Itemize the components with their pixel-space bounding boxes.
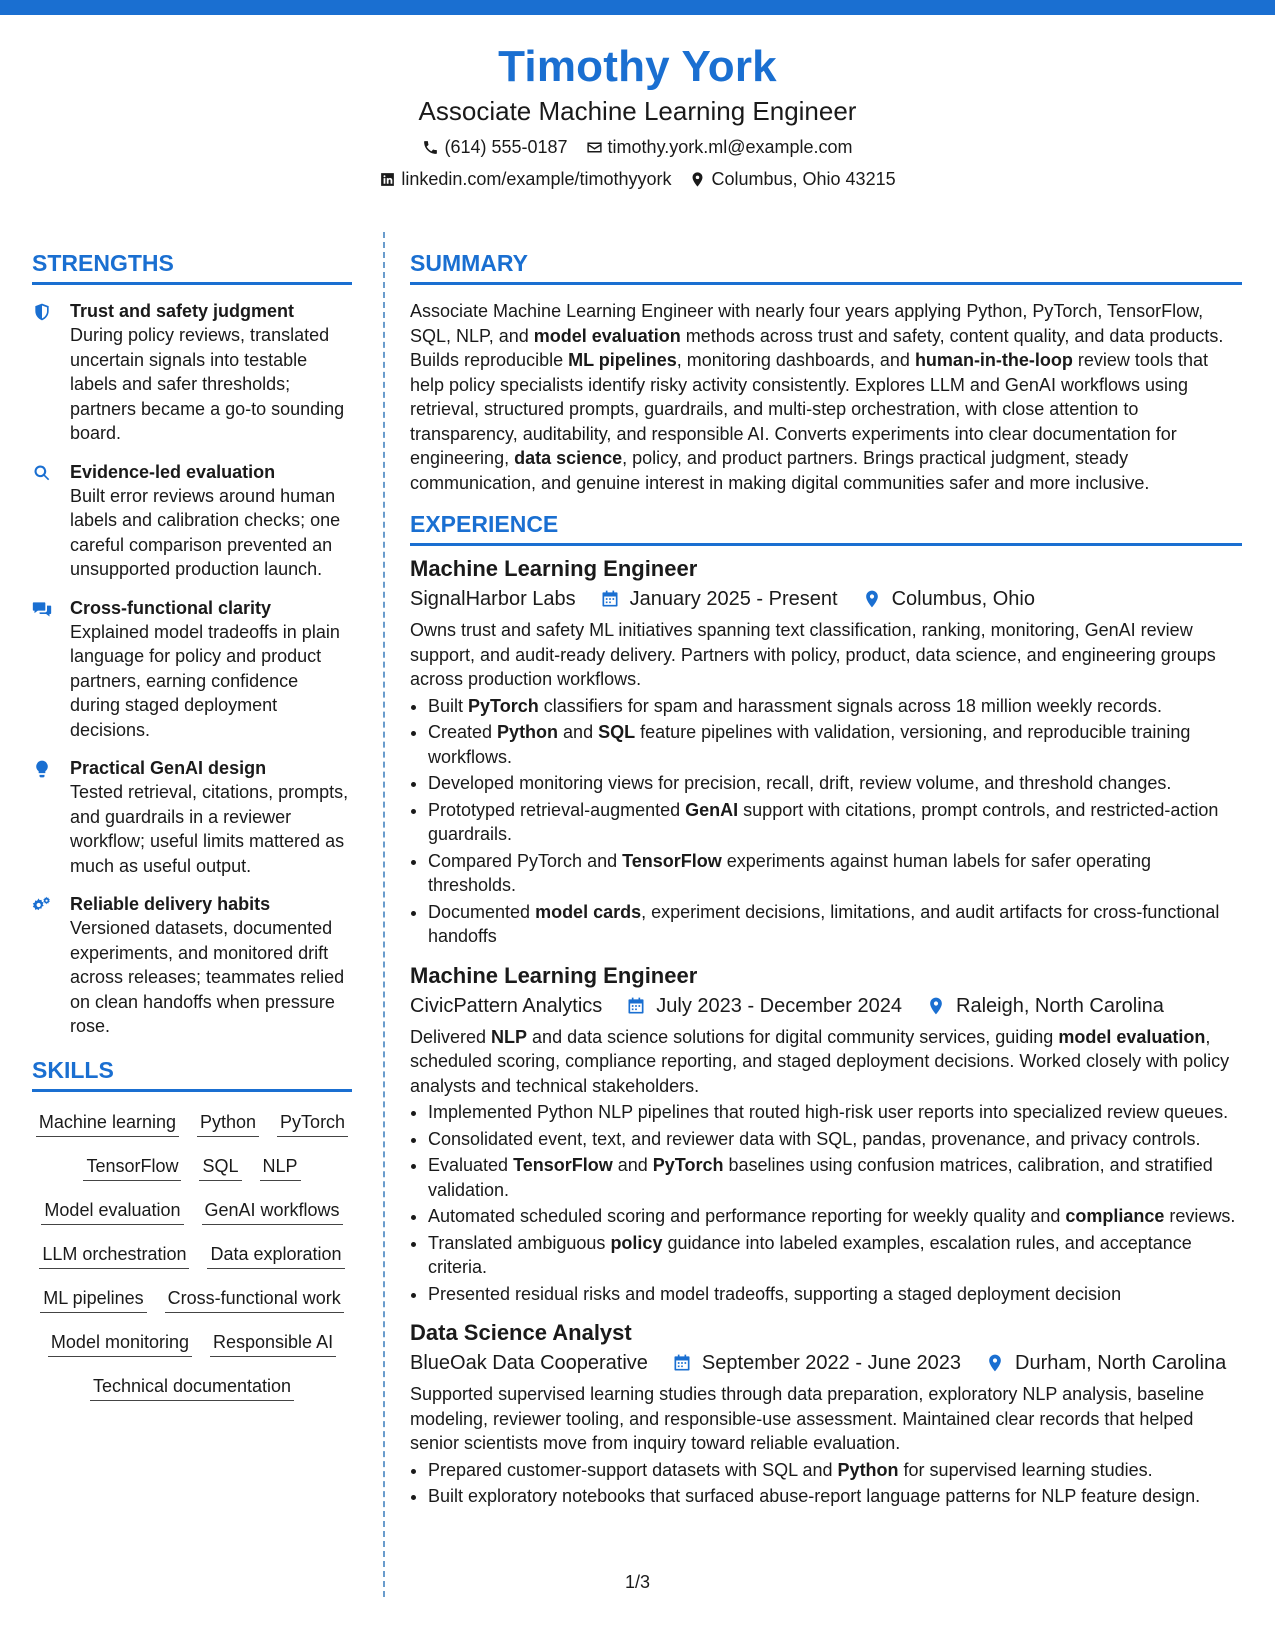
job-title: Data Science Analyst [410,1320,632,1345]
text-run: reviews. [1164,1206,1236,1226]
location-contact [689,166,895,192]
skill-tag: NLP [260,1154,301,1181]
bold-keyword: Python [497,722,559,742]
text-run: , scheduled scoring, compliance reporting, and staged deployment decisions. Worked closely with policy analysts and technical stakeholders. [410,1026,1230,1096]
company-name: SignalHarbor Labs [410,588,576,610]
text-run: classifiers for spam and harassment signals across 18 million weekly records. [538,695,1162,716]
strength-description: Tested retrieval, citations, prompts, and guardrails in a reviewer workflow; useful limits mattered as much as useful output. [70,782,349,876]
text-run: Translated ambiguous [428,1232,611,1253]
strength-description: Versioned datasets, documented experiments, and monitored drift across releases; teammates relied on clean handoffs when pressure rose. [70,918,345,1036]
gears-icon [32,895,52,915]
bullet-item [428,1458,1242,1483]
strength-description: Built error reviews around human labels and calibration checks; one careful comparison prevented an unsupported production launch. [70,485,341,579]
bullet-item [428,900,1242,949]
job-dates: July 2023 - December 2024 [656,994,902,1017]
calendar-icon [600,589,620,609]
text-run: Consolidated event, text, and reviewer data with SQL, pandas, provenance, and privacy controls. [428,1128,1201,1149]
skill-tag: LLM orchestration [39,1242,189,1269]
phone-text: (614) 555-0187 [444,137,568,157]
skill-tag: Data exploration [207,1242,344,1269]
skill-tag: TensorFlow [83,1154,181,1181]
job-bullets [410,1100,1242,1306]
text-run: Developed monitoring views for precision, recall, drift, review volume, and threshold changes. [428,773,1172,793]
job-title-headline: Associate Machine Learning Engineer [418,96,857,126]
bullet-item [428,1484,1242,1509]
bold-keyword: model cards [535,901,642,922]
bold-keyword: ML pipelines [568,350,677,370]
strength-title: Trust and safety judgment [70,301,295,321]
skill-tag: GenAI workflows [202,1198,343,1225]
text-run: review tools that help policy specialists identify risky activity consistently. Explores LLM and GenAI workflows using retrieval, structured prompts, guardrails, and multi-step orchestration, with close attention to transparency, auditability, and responsible AI. Converts experiments into clear documentation for engineering, [410,350,1208,468]
left-column [32,248,352,1405]
skill-tag: PyTorch [277,1110,348,1137]
strength-description: During policy reviews, translated uncertain signals into testable labels and safer thresholds; partners became a go-to sounding board. [70,325,345,443]
text-run: Documented [428,901,536,922]
text-run: , experiment decisions, limitations, and audit artifacts for cross-functional handoffs [428,901,1220,946]
lightbulb-icon [32,759,52,779]
skills-list [32,1106,352,1405]
skill-tag: ML pipelines [40,1286,146,1313]
job-description [410,1025,1242,1099]
strength-item [32,460,352,582]
text-run: baselines using confusion matrices, calibration, and stratified validation. [428,1155,1213,1200]
text-run: Delivered [410,1026,492,1047]
bullet-item [428,849,1242,898]
bullet-item [428,1282,1242,1307]
envelope-icon [586,139,603,156]
bullet-item [428,771,1242,796]
strength-item [32,892,352,1039]
strengths-heading: STRENGTHS [32,250,174,276]
job-meta [410,991,1242,1021]
text-run: experiments against human labels for safer operating thresholds. [428,850,1152,895]
bold-keyword: NLP [491,1026,528,1047]
text-run: Compared PyTorch and [428,850,623,871]
map-pin-icon [926,996,946,1016]
text-run: Prepared customer-support datasets with SQL and [428,1459,838,1480]
text-run: Built [428,695,469,716]
shield-icon [32,302,52,322]
phone-contact[interactable] [422,134,567,160]
strength-item [32,756,352,878]
skill-tag: Model evaluation [41,1198,183,1225]
text-run: guidance into labeled examples, escalation rules, and acceptance criteria. [428,1232,1192,1277]
bold-keyword: model evaluation [533,325,681,346]
bullet-item [428,1204,1242,1229]
linkedin-text: linkedin.com/example/timothyyork [401,169,672,189]
strength-title: Reliable delivery habits [70,894,271,914]
job-title: Machine Learning Engineer [410,962,698,988]
text-run: Evaluated [428,1155,514,1175]
bold-keyword: SQL [598,722,636,742]
contact-row-2 [0,166,1275,192]
text-run: and [558,722,599,742]
text-run: Presented residual risks and model tradeoffs, supporting a staged deployment decision [428,1283,1122,1304]
strength-item [32,299,352,446]
skill-tag: Technical documentation [90,1374,294,1401]
page-number: 1/3 [624,1572,651,1592]
bold-keyword: policy [610,1232,663,1253]
map-pin-icon [985,1353,1005,1373]
bullet-item [428,1153,1242,1202]
text-run: Automated scheduled scoring and performance reporting for weekly quality and [428,1206,1066,1226]
calendar-icon [626,996,646,1016]
bullet-item [428,1231,1242,1280]
map-pin-icon [862,589,882,609]
location-text: Columbus, Ohio 43215 [711,169,896,189]
bullet-item [428,720,1242,769]
contact-row-1 [0,134,1275,160]
email-contact[interactable] [586,134,853,160]
strength-title: Cross-functional clarity [70,597,272,618]
job-location: Raleigh, North Carolina [956,994,1164,1017]
experience-heading: EXPERIENCE [410,511,559,537]
bold-keyword: PyTorch [652,1155,724,1175]
bold-keyword: data science [514,448,623,468]
skills-rule [32,1089,352,1092]
skill-tag: Cross-functional work [165,1286,344,1313]
text-run: Associate Machine Learning Engineer with nearly four years applying Python, PyTorch, TensorFlow, SQL, NLP, and [410,301,1204,346]
job-entry [410,554,1242,949]
text-run: Supported supervised learning studies through data preparation, exploratory NLP analysis, baseline modeling, reviewer tooling, and responsible-use assessment. Maintained clear records that helped senior scientists move from inquiry toward reliable evaluation. [410,1384,1205,1453]
text-run: , policy, and product partners. Brings practical judgment, steady communication, and genuine interest in making digital communities safer and more inclusive. [410,448,1150,493]
job-entry [410,961,1242,1307]
candidate-name: Timothy York [498,42,777,91]
text-run: feature pipelines with validation, versioning, and reproducible training workflows. [428,722,1191,767]
job-bullets [410,694,1242,949]
text-run: Built exploratory notebooks that surfaced abuse-report language patterns for NLP feature design. [428,1486,1201,1506]
text-run: Prototyped retrieval-augmented [428,799,686,820]
skills-heading: SKILLS [32,1056,114,1083]
bold-keyword: TensorFlow [622,850,722,871]
skill-tag: Machine learning [36,1110,179,1137]
bold-keyword: model evaluation [1058,1026,1206,1047]
text-run: and [612,1155,653,1175]
job-description [410,1382,1242,1456]
comments-icon [32,599,52,619]
strengths-rule [32,282,352,285]
linkedin-icon [379,171,396,188]
experience-list [410,554,1242,1509]
bullet-item [428,1100,1242,1125]
text-run: Owns trust and safety ML initiatives spanning text classification, ranking, monitoring, GenAI review support, and audit-ready delivery. Partners with policy, product, data science, and engineering groups across production workflows. [410,620,1216,689]
job-description [410,618,1242,692]
skill-tag: Responsible AI [210,1330,336,1357]
company-name: BlueOak Data Cooperative [410,1352,648,1374]
experience-rule [410,543,1242,546]
text-run: , monitoring dashboards, and [676,350,915,370]
job-title: Machine Learning Engineer [410,556,698,581]
top-accent-bar [0,0,1275,15]
bold-keyword: human-in-the-loop [914,350,1073,370]
text-run: methods across trust and safety, content quality, and data products. Builds reproducible [410,325,1224,370]
job-meta [410,584,1242,614]
bold-keyword: TensorFlow [513,1155,613,1175]
summary-heading: SUMMARY [410,250,528,276]
strength-item [32,596,352,743]
skill-tag: SQL [199,1154,241,1181]
text-run: Created [428,722,498,742]
bullet-item [428,694,1242,719]
strength-description: Explained model tradeoffs in plain language for policy and product partners, earning confidence during staged deployment decisions. [70,621,340,740]
bold-keyword: Python [837,1459,899,1480]
job-dates: September 2022 - June 2023 [701,1352,961,1374]
search-icon [32,463,52,483]
resume-header [0,40,1275,192]
linkedin-contact[interactable] [379,166,671,192]
bold-keyword: PyTorch [468,695,539,716]
job-dates: January 2025 - Present [629,588,838,610]
bullet-item [428,1127,1242,1152]
calendar-icon [672,1353,692,1373]
bullet-item [428,798,1242,847]
column-divider [383,232,385,1597]
strength-title: Practical GenAI design [70,758,267,778]
phone-icon [422,139,439,156]
text-run: and data science solutions for digital community services, guiding [527,1026,1059,1047]
job-entry [410,1318,1242,1509]
map-pin-icon [689,171,706,188]
summary-rule [410,282,1242,285]
text-run: Implemented Python NLP pipelines that routed high-risk user reports into specialized review queues. [428,1102,1229,1122]
bold-keyword: compliance [1065,1206,1165,1226]
company-name: CivicPattern Analytics [410,994,603,1017]
job-location: Durham, North Carolina [1015,1352,1227,1374]
email-text: timothy.york.ml@example.com [607,137,853,157]
skill-tag: Model monitoring [48,1330,192,1357]
text-run: support with citations, prompt controls, and restricted-action guardrails. [428,799,1219,844]
job-bullets [410,1458,1242,1509]
bold-keyword: GenAI [685,799,739,820]
strength-title: Evidence-led evaluation [70,461,276,482]
job-meta [410,1348,1242,1378]
job-location: Columbus, Ohio [891,588,1035,610]
text-run: for supervised learning studies. [898,1459,1153,1480]
right-column [410,248,1242,1521]
summary-text [410,299,1242,495]
skill-tag: Python [197,1110,259,1137]
